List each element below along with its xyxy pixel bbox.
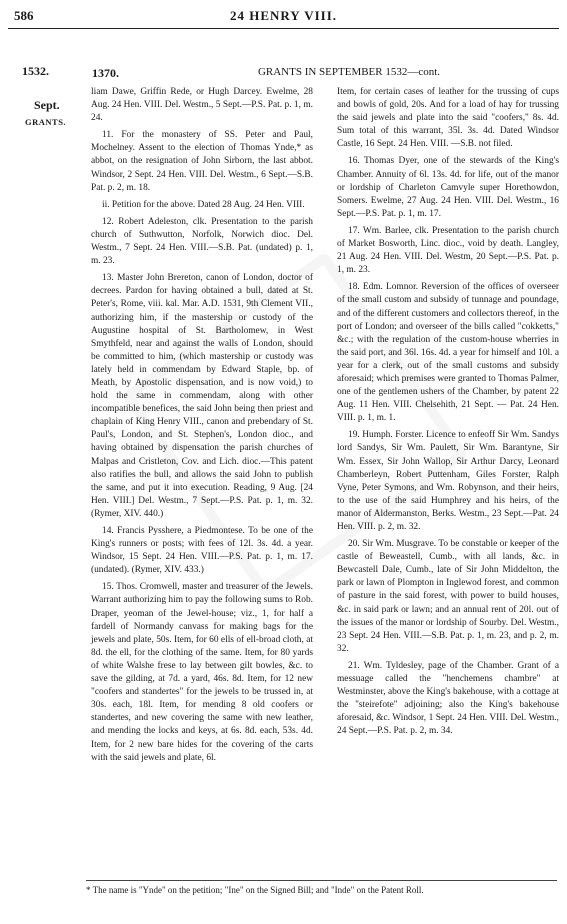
paragraph: 13. Master John Brereton, canon of London, doctor of decrees. Pardon for having obtained a bull, dated at St. Peter's, Rome, viii. kal. Mar. A.D. 1531, 9th Clement VII., authorizing him, if the mastership or custody of the Augustine hospital of St. Bartholomew, in West Smythfeld, near and against the walls of London, should be committed to him, (which mastership or custody was lately held in commendam by Edward Staple, bp. of Meath, by Apostolic dispensation, and is now void,) to hold the same in commendam, along with other incompatible benefices, the said John being then priest and chaplain of King Henry VIII., canon and prebendary of St. Paul's, London, and St. Stephen's, London dioc., and having obtained by dispensation the parish churches of Malpas and Cristleton, Cov. and Lich. dioc.—This patent also ratifies the bull, and allows the said John to publish the same, and put it into execution. Reading, 9 Aug. [24 Hen. VIII.] Del. Westm., 7 Sept.—P.S. Pat. p. 1, m. 32. (Rymer, XIV. 440.) [91,273,313,519]
paragraph: Item, for certain cases of leather for the trussing of cups and bowls of gold, 20s. And for a load of hay for trussing the said jewels and plate into the said "coofers," 8s. 4d. Sum total of this warrant, 35l. 3s. 4d. Dated Windsor Castle, 16 Sept. 24 Hen. VIII. —S.B. not filed. [337,87,559,150]
page-number: 586 [14,8,34,23]
paragraph: liam Dawe, Griffin Rede, or Hugh Darcey. Ewelme, 28 Aug. 24 Hen. VIII. Del. Westm., 5 Sept.—P.S. Pat. p. 1, m. 24. [91,87,313,124]
sidebar-category: GRANTS. [25,117,67,127]
paragraph: 14. Francis Pysshere, a Piedmontese. To be one of the King's runners or posts; with fees of 12l. 3s. 4d. a year. Windsor, 15 Sept. 24 Hen. VIII.—P.S. Pat. p. 1, m. 17. (undated). (Rymer, XIV. 433.) [91,526,313,576]
header-rule [8,28,559,29]
paragraph: ii. Petition for the above. Dated 28 Aug. 24 Hen. VIII. [102,199,305,210]
paragraph: 11. For the monastery of SS. Peter and Paul, Mochelney. Assent to the election of Thomas Ynde,* as abbot, on the resignation of John Sirborn, the last abbot. Windsor, 2 Sept. 24 Hen. VIII. Del. Westm., 6 Sept.—S.B. Pat. p. 2, m. 18. [91,130,313,193]
section-heading: GRANTS IN SEPTEMBER 1532—cont. [257,66,441,78]
entry-number: 1370. [92,66,119,80]
paragraph: 17. Wm. Barlee, clk. Presentation to the parish church of Market Bosworth, Linc. dioc., void by death. Langley, 21 Aug. 24 Hen. VIII. Del. Westm, 20 Sept.—P.S. Pat. p. 1, m. 23. [337,225,559,276]
sidebar-month: Sept. [34,98,60,112]
paragraph: 19. Humph. Forster. Licence to enfeoff Sir Wm. Sandys lord Sandys, Sir Wm. Paulett, Sir Wm. Barantyne, Sir Wm. Essex, Sir John Wallop, Sir Arthur Darcy, Leonard Chamberleyn, Robert Puttenham, Giles Forster, Ralph Vyne, Peter Symons, and Wm. Robynson, and their heirs, to the use of the said Humphrey and his heirs, of the manor of Aldermanston, Berks. Westm., 23 Sept.—Pat. 24 Hen. VIII. p. 2, m. 32. [337,430,559,532]
paragraph: 16. Thomas Dyer, one of the stewards of the King's Chamber. Annuity of 6l. 13s. 4d. for life, out of the manor or lordship of Charleton Camvyle super Horethowdon, Somers. Ewelme, 27 Aug. 24 Hen. VIII. Del. Westm., 16 Sept.—P.S. Pat. p. 1, m. 17. [337,156,559,219]
left-column [91,86,313,769]
paragraph: 18. Edm. Lomnor. Reversion of the offices of overseer of the small custom and subsidy of tunnage and poundage, and of the different customers and collectors thereof, in the port of London; and overseer of the bills called "cokketts," &c.; with the regulation of the custom-house wherries in the said port, and 36l. 16s. 4d. a year for himself and 10l. a year for a clerk, out of the small customs and subsidy aforesaid; which premises were granted to Thomas Palmer, one of the gentlemen ushers of the Chamber, by patent 22 Aug. 11 Hen. VIII. Chelsehith, 21 Sept. — Pat. 24 Hen. VIII. p. 1, m. 1. [337,282,559,424]
paragraph: 20. Sir Wm. Musgrave. To be constable or keeper of the castle of Beweastell, Cumb., with all lands, &c. in Bewcastell Dale, Cumb., late of Sir John Middelton, the park or lawn of Plompton in Inglewod forest, and common of pasture in the said forest, with power to build houses, &c. in said park or lawn; and an annual rent of 20l. out of the issues of the manor or lordship of Sourby. Del. Westm., 23 Sept. 24 Hen. VIII.—S.B. Pat. p. 1, m. 23, and p. 2, m. 32. [337,539,559,654]
right-column [337,86,559,743]
paragraph: 21. Wm. Tyldesley, page of the Chamber. Grant of a messuage called the "henchemens chambre" at Westminster, above the King's bakehouse, with a cottage at the "steirefote" adjoining; also the King's bakehouse aforesaid, &c. Windsor, 1 Sept. 24 Hen. VIII. Del. Westm., 24 Sept.—P.S. Pat. p. 2, m. 34. [337,660,559,737]
paragraph: 12. Robert Adeleston, clk. Presentation to the parish church of Suthwutton, Norfolk, Norwich dioc. Del. Westm., 7 Sept. 24 Hen. VIII.—S.B. Pat. (undated) p. 1, m. 23. [91,216,313,267]
sidebar-year: 1532. [22,64,49,78]
paragraph: 15. Thos. Cromwell, master and treasurer of the Jewels. Warrant authorizing him to pay the following sums to Rob. Draper, yeoman of the Jewel-house; viz., 1, for half a fardell of Normandy canvass for making bags for the jewels and plate, 50s. Item, for 60 ells of ell-broad cloth, at 8d. the ell, for the clothing of the same. Item, for 80 yards of white Walshe frese to lay between gilt bowles, &c. to save the gilding, at 7d. a yard, 46s. 8d. Item, for 12 new "coofers and standertes" for the jewels to be trussed in, at 30s. each, 18l. Item, for mending 8 old coofers or standertes, and new covering the same with new leather, and mending the locks and keys, at 6s. 8d. each, 53s. 4d. Item, for 2 new bare hides for the covering of the carts with the said jewels and plate, 6l. [91,582,313,763]
footnote: * The name is "Ynde" on the petition; "Ine" on the Signed Bill; and "Inde" on the Patent Roll. [86,885,424,895]
running-title: 24 HENRY VIII. [229,8,338,23]
footnote-rule [86,880,557,881]
